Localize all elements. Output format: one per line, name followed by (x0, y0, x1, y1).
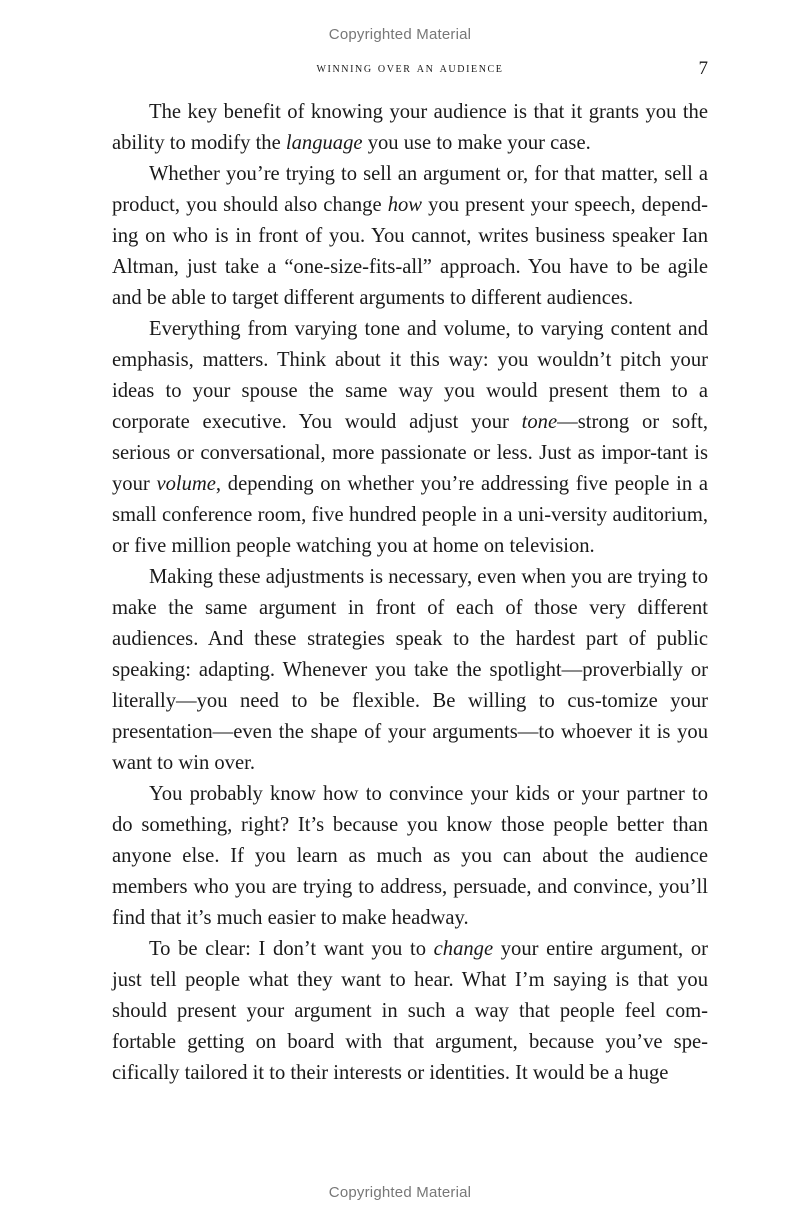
text-run: , depending on whether you’re addressing five people in a small conference room, five hundred people in a uni-versity auditorium, or five million people watching you at home on television. (112, 473, 708, 557)
paragraph (112, 159, 708, 314)
text-run: your entire argument, or just tell people what they want to hear. What I’m saying is that you should present your argument in such a way that people feel com-fortable getting on board with that argument, because you’ve spe-cifically tailored it to their interests or identities. It would be a huge (112, 938, 709, 1084)
text-run: you present your speech, depend-ing on who is in front of you. You cannot, writes business speaker Ian Altman, just take a “one-size-fits-all” approach. You have to be agile and be able to target different arguments to different audiences. (112, 194, 708, 309)
text-run: Making these adjustments is necessary, even when you are trying to make the same argument in front of each of those very different audiences. And these strategies speak to the hardest part of public speaking: adapting. Whenever you take the spotlight—proverbially or literally—you need to be flexible. Be willing to cus-tomize your presentation—even the shape of your arguments—to whoever it is you want to win over. (112, 566, 708, 774)
italic-emphasis: how (387, 194, 423, 216)
text-run: —strong or soft, serious or conversational, more passionate or less. Just as impor-tant is your (112, 411, 708, 495)
italic-emphasis: language (285, 132, 363, 154)
text-run: Whether you’re trying to sell an argument or, for that matter, sell a product, you should also change (112, 163, 708, 216)
text-run: You probably know how to convince your kids or your partner to do something, right? It’s because you know those people better than anyone else. If you learn as much as you can about the audience members who you are trying to address, persuade, and convince, you’ll find that it’s much easier to make headway. (112, 783, 708, 929)
italic-emphasis: volume (156, 473, 216, 495)
paragraph (112, 562, 708, 779)
body-text (112, 97, 708, 1089)
paragraph (112, 97, 708, 159)
page-number: 7 (698, 58, 708, 79)
copyright-watermark-top: Copyrighted Material (328, 26, 472, 43)
copyright-watermark-bottom: Copyrighted Material (328, 1184, 472, 1201)
running-title: winning over an audience (316, 60, 504, 76)
text-run: The key benefit of knowing your audience is that it grants you the ability to modify the (112, 101, 708, 154)
text-run: To be clear: I don’t want you to (149, 938, 434, 960)
paragraph (112, 779, 708, 934)
text-run: Everything from varying tone and volume, to varying content and emphasis, matters. Think about it this way: you wouldn’t pitch your ideas to your spouse the same way you would present them to a corporate executive. You would adjust your (112, 318, 708, 433)
italic-emphasis: change (433, 938, 494, 960)
text-run: you use to make your case. (362, 132, 591, 154)
paragraph (112, 934, 708, 1089)
italic-emphasis: tone (521, 411, 558, 433)
paragraph (112, 314, 708, 562)
running-header (0, 58, 800, 82)
